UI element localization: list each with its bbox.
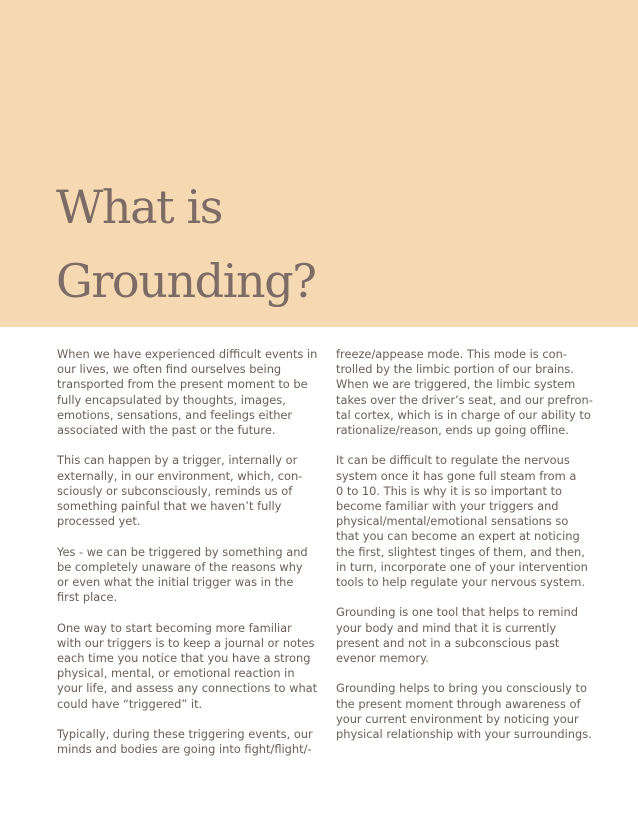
text-line: One way to start becoming more familiar (57, 620, 292, 635)
body-paragraph (336, 453, 598, 590)
text-line: your current environment by noticing your (336, 711, 579, 726)
text-line: associated with the past or the future. (57, 423, 276, 438)
header-band (0, 0, 638, 327)
text-line: tal cortex, which is in charge of our ability to (336, 407, 591, 422)
text-line: the present moment through awareness of (336, 696, 581, 711)
text-line: sciously or subconsciously, reminds us of (57, 483, 293, 498)
text-line: physical relationship with your surroundings. (336, 727, 592, 742)
text-line: emotions, sensations, and feelings either (57, 407, 293, 422)
text-line: your life, and assess any connections to what (57, 681, 318, 696)
left-column (57, 347, 319, 773)
text-line: rationalize/reason, ends up going offline. (336, 423, 569, 438)
text-line: trolled by the limbic portion of our brains. (336, 362, 574, 377)
text-line: takes over the driver’s seat, and our prefron- (336, 392, 593, 407)
body-paragraph (57, 545, 319, 606)
right-column (336, 347, 598, 757)
body-paragraph (336, 681, 598, 742)
text-line: physical/mental/emotional sensations so (336, 514, 569, 529)
text-line: be completely unaware of the reasons why (57, 559, 303, 574)
text-line: freeze/appease mode. This mode is con- (336, 347, 567, 361)
text-line: 0 to 10. This is why it is so important to (336, 483, 562, 498)
text-line: first place. (57, 590, 118, 605)
text-line: physical, mental, or emotional reaction in (57, 666, 295, 681)
text-line: or even what the initial trigger was in the (57, 575, 294, 590)
text-line: Yes - we can be triggered by something and (57, 544, 308, 559)
page-title-line-1: What is (56, 180, 222, 234)
text-line: present and not in a subconscious past (336, 635, 560, 650)
text-line: When we have experienced difficult events in (57, 347, 318, 361)
text-line: your body and mind that it is currently (336, 620, 557, 635)
text-line: evenor memory. (336, 651, 429, 666)
text-line: with our triggers is to keep a journal or notes (57, 635, 315, 650)
text-line: tools to help regulate your nervous system. (336, 575, 585, 590)
body-paragraph (57, 727, 319, 757)
text-line: Typically, during these triggering events, our (57, 727, 313, 742)
text-line: each time you notice that you have a strong (57, 651, 311, 666)
text-line: Grounding is one tool that helps to remind (336, 605, 578, 620)
text-line: could have “triggered” it. (57, 696, 203, 711)
body-paragraph (57, 621, 319, 712)
text-line: something painful that we haven’t fully (57, 499, 282, 514)
text-line: processed yet. (57, 514, 141, 529)
text-line: in turn, incorporate one of your intervention (336, 559, 588, 574)
text-line: externally, in our environment, which, con- (57, 468, 303, 483)
body-paragraph (336, 605, 598, 666)
text-line: minds and bodies are going into fight/flight/- (57, 742, 312, 757)
page-title-line-2: Grounding? (56, 254, 316, 308)
body-paragraph (57, 453, 319, 529)
text-line: that you can become an expert at noticing (336, 529, 580, 544)
body-paragraph (336, 347, 598, 438)
body-paragraph (57, 347, 319, 438)
text-line: Grounding helps to bring you consciously to (336, 681, 587, 696)
text-line: When we are triggered, the limbic system (336, 377, 576, 392)
text-line: become familiar with your triggers and (336, 499, 559, 514)
text-line: transported from the present moment to be (57, 377, 308, 392)
text-line: This can happen by a trigger, internally or (57, 453, 298, 468)
text-line: system once it has gone full steam from a (336, 468, 577, 483)
text-line: our lives, we often find ourselves being (57, 362, 282, 377)
text-line: the first, slightest tinges of them, and then, (336, 544, 585, 559)
text-line: It can be difficult to regulate the nervous (336, 453, 570, 468)
page-title (56, 170, 316, 318)
text-line: fully encapsulated by thoughts, images, (57, 392, 286, 407)
